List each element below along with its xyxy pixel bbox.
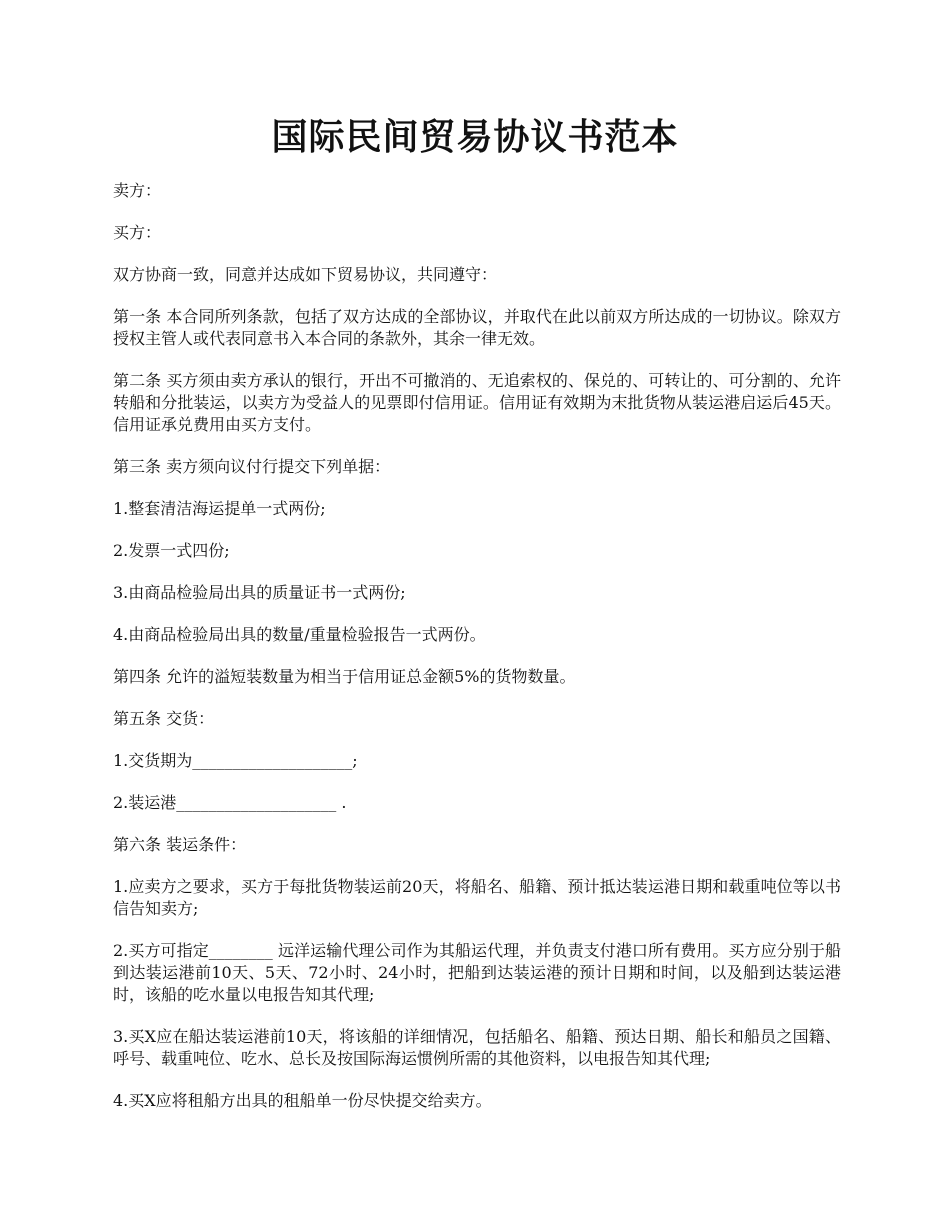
paragraph-article-1: 第一条 本合同所列条款，包括了双方达成的全部协议，并取代在此以前双方所达成的一切协议。除双方授权主管人或代表同意书入本合同的条款外，其余一律无效。 bbox=[113, 307, 841, 348]
list-item: 3.由商品检验局出具的质量证书一式两份; bbox=[113, 583, 406, 602]
list-item: 2.装运港____________________ . bbox=[113, 793, 347, 812]
paragraph-buyer: 买方： bbox=[113, 223, 162, 242]
paragraph-intro: 双方协商一致，同意并达成如下贸易协议，共同遵守： bbox=[113, 265, 498, 284]
paragraph-article-2: 第二条 买方须由卖方承认的银行，开出不可撤消的、无追索权的、保兑的、可转让的、可分割的、允许转船和分批装运，以卖方为受益人的见票即付信用证。信用证有效期为末批货物从装运港启运后45天。信用证承兑费用由买方支付。 bbox=[113, 371, 841, 434]
paragraph-article-5: 第五条 交货： bbox=[113, 709, 215, 728]
list-item: 4.由商品检验局出具的数量/重量检验报告一式两份。 bbox=[113, 625, 486, 644]
list-item: 3.买X应在船达装运港前10天，将该船的详细情况，包括船名、船籍、预达日期、船长和船员之国籍、呼号、载重吨位、吃水、总长及按国际海运惯例所需的其他资料，以电报告知其代理; bbox=[113, 1027, 841, 1068]
paragraph-article-3: 第三条 卖方须向议付行提交下列单据： bbox=[113, 457, 391, 476]
paragraph-article-6: 第六条 装运条件： bbox=[113, 835, 247, 854]
list-item: 1.整套清洁海运提单一式两份; bbox=[113, 499, 326, 518]
paragraph-article-4: 第四条 允许的溢短装数量为相当于信用证总金额5%的货物数量。 bbox=[113, 667, 576, 686]
list-item: 4.买X应将租船方出具的租船单一份尽快提交给卖方。 bbox=[113, 1091, 492, 1110]
list-item: 1.交货期为____________________; bbox=[113, 751, 358, 770]
paragraph-seller: 卖方： bbox=[113, 181, 162, 200]
list-item: 1.应卖方之要求，买方于每批货物装运前20天，将船名、船籍、预计抵达装运港日期和载重吨位等以书信告知卖方; bbox=[113, 877, 841, 918]
document-title: 国际民间贸易协议书范本 bbox=[271, 116, 679, 158]
list-item: 2.发票一式四份; bbox=[113, 541, 230, 560]
list-item: 2.买方可指定________ 远洋运输代理公司作为其船运代理，并负责支付港口所有费用。买方应分别于船到达装运港前10天、5天、72小时、24小时，把船到达装运港的预计日期和时间，以及船到达装运港时，该船的吃水量以电报告知其代理; bbox=[113, 941, 841, 1004]
document-body bbox=[113, 180, 841, 1132]
